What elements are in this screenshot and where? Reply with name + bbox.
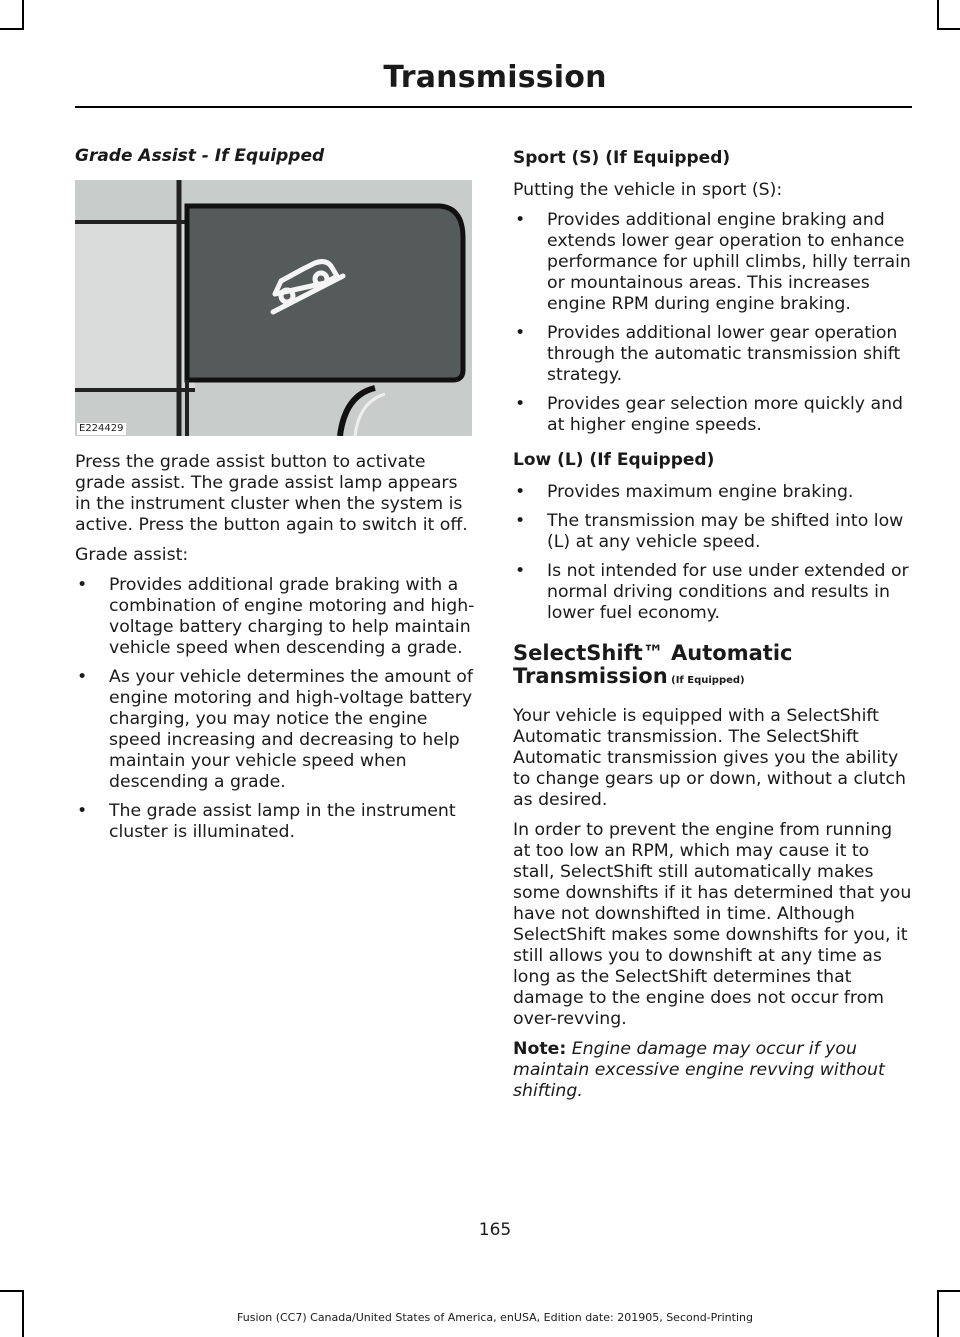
bullet-icon: • — [515, 482, 526, 502]
grade-assist-heading: Grade Assist - If Equipped — [75, 146, 325, 166]
figure-code: E224429 — [79, 423, 124, 434]
header-divider — [75, 106, 912, 108]
list-item: • As your vehicle determines the amount of engine motoring and high-voltage battery charging, you may notice the engine speed increasing and decreasing to help maintain your vehicle speed when descending a grade. — [77, 667, 473, 792]
bullet-icon: • — [515, 511, 526, 531]
crop-mark — [22, 0, 24, 30]
bullet-icon: • — [77, 575, 88, 595]
left-column — [75, 146, 475, 851]
grade-assist-button-illustration — [75, 180, 472, 436]
bullet-icon: • — [515, 323, 526, 343]
sport-intro: Putting the vehicle in sport (S): — [513, 180, 783, 200]
list-item: • Provides additional grade braking with a combination of engine motoring and high-voltage battery charging to help maintain vehicle speed when descending a grade. — [77, 575, 475, 658]
grade-assist-button-figure — [75, 180, 472, 436]
sport-bullet-list — [513, 210, 913, 436]
list-item: • Provides gear selection more quickly and at higher engine speeds. — [515, 394, 904, 435]
bullet-icon: • — [515, 394, 526, 414]
selectshift-heading: SelectShift™ Automatic Transmission (If Equipped) — [513, 641, 793, 688]
bullet-icon: • — [515, 561, 526, 581]
list-item: • Provides additional lower gear operation through the automatic transmission shift strategy. — [515, 323, 901, 385]
low-bullet-list — [513, 482, 913, 624]
list-item: • The transmission may be shifted into low (L) at any vehicle speed. — [515, 511, 904, 552]
list-item: • Provides maximum engine braking. — [515, 482, 854, 502]
crop-mark — [937, 0, 939, 30]
engine-damage-note: Note: Engine damage may occur if you maintain excessive engine revving without shifting. — [513, 1039, 885, 1101]
list-item: • Provides additional engine braking and extends lower gear operation to enhance performance for uphill climbs, hilly terrain or mountainous areas. This increases engine RPM during engine braking. — [515, 210, 911, 314]
page-number: 165 — [478, 1220, 512, 1240]
crop-mark — [0, 28, 24, 30]
crop-mark — [0, 1290, 24, 1292]
page-title: Transmission — [383, 60, 607, 95]
low-heading: Low (L) (If Equipped) — [513, 450, 715, 470]
sport-heading: Sport (S) (If Equipped) — [513, 148, 731, 168]
list-item: • Is not intended for use under extended or normal driving conditions and results in lower fuel economy. — [515, 561, 909, 623]
bullet-icon: • — [77, 667, 88, 687]
crop-mark — [937, 28, 960, 30]
bullet-icon: • — [77, 801, 88, 821]
crop-mark — [937, 1290, 960, 1292]
edition-footer: Fusion (CC7) Canada/United States of America, enUSA, Edition date: 201905, Second-Printing — [237, 1311, 753, 1324]
grade-assist-bullet-list — [75, 575, 475, 843]
grade-assist-list-intro: Grade assist: — [75, 545, 189, 565]
list-item: • The grade assist lamp in the instrument cluster is illuminated. — [77, 801, 456, 842]
bullet-icon: • — [515, 210, 526, 230]
grade-assist-intro: Press the grade assist button to activate grade assist. The grade assist lamp appears in the instrument cluster when the system is active. Press the button again to switch it off. — [75, 452, 468, 535]
selectshift-paragraph-2: In order to prevent the engine from running at too low an RPM, which may cause it to stall, SelectShift still automatically makes some downshifts if it has determined that you have not downshifted in time. Although SelectShift makes some downshifts for you, it still allows you to downshift at any time as long as the SelectShift determines that damage to the engine does not occur from over-revving. — [513, 820, 912, 1029]
right-column — [513, 146, 913, 1111]
selectshift-paragraph-1: Your vehicle is equipped with a SelectShift Automatic transmission. The SelectShift Automatic transmission gives you the ability to change gears up or down, without a clutch as desired. — [513, 706, 906, 810]
